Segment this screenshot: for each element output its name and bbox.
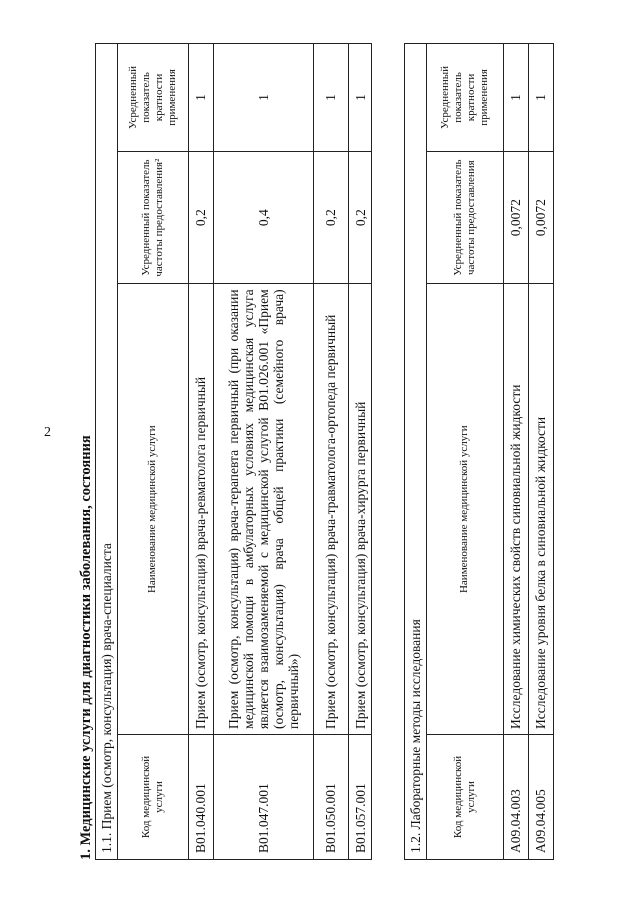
service-code: A09.04.005 (528, 734, 553, 859)
service-name: Прием (осмотр, консультация) врача-терапевта первичный (при оказании медицинской помощи в амбулаторных условиях медицинская услуга является взаимозаменяемой с медицинской услугой B01.026.001 «Прием (осмотр, консультация) врача общей практики (семейного врача) первичный») (213, 284, 313, 735)
service-name: Прием (осмотр, консультация) врача-травматолога-ортопеда первичный (313, 284, 348, 735)
header-frequency: Усредненный показатель частоты предоставления (427, 151, 503, 284)
frequency-value: 0,2 (348, 151, 372, 284)
frequency-value: 0,0072 (503, 151, 528, 284)
multiplicity-value: 1 (528, 44, 553, 151)
rotated-content (76, 43, 606, 860)
table-row (348, 44, 372, 859)
header-multiplicity: Усредненный показатель кратности применения (118, 44, 188, 151)
frequency-value: 0,2 (313, 151, 348, 284)
frequency-value: 0,4 (213, 151, 313, 284)
laboratory-table-box (404, 43, 554, 860)
service-code: A09.04.003 (503, 734, 528, 859)
header-frequency: Усредненный показатель частоты предоставления² (118, 151, 188, 284)
header-code: Код медицинской услуги (118, 734, 188, 859)
service-name: Исследование уровня белка в синовиальной жидкости (528, 284, 553, 735)
multiplicity-value: 1 (503, 44, 528, 151)
table-header-row (118, 44, 188, 859)
subsection-title-1-2: 1.2. Лабораторные методы исследования (405, 44, 427, 859)
service-name: Прием (осмотр, консультация) врача-хирурга первичный (348, 284, 372, 735)
service-name: Исследование химических свойств синовиальной жидкости (503, 284, 528, 735)
page-number: 2 (44, 425, 51, 440)
multiplicity-value: 1 (213, 44, 313, 151)
laboratory-table (427, 44, 553, 859)
service-code: B01.040.001 (188, 734, 213, 859)
specialist-table-box (95, 43, 372, 860)
service-code: B01.050.001 (313, 734, 348, 859)
frequency-value: 0,2 (188, 151, 213, 284)
service-code: B01.047.001 (213, 734, 313, 859)
table-row (313, 44, 348, 859)
header-name: Наименование медицинской услуги (118, 284, 188, 735)
section-heading: 1. Медицинские услуги для диагностики заболевания, состояния (78, 435, 94, 860)
header-code: Код медицинской услуги (427, 734, 503, 859)
header-name: Наименование медицинской услуги (427, 284, 503, 735)
subsection-title-1-1: 1.1. Прием (осмотр, консультация) врача-специалиста (96, 44, 118, 859)
table-row (528, 44, 553, 859)
header-multiplicity: Усредненный показатель кратности применения (427, 44, 503, 151)
multiplicity-value: 1 (348, 44, 372, 151)
table-row (188, 44, 213, 859)
specialist-table (118, 44, 372, 859)
multiplicity-value: 1 (188, 44, 213, 151)
service-code: B01.057.001 (348, 734, 372, 859)
multiplicity-value: 1 (313, 44, 348, 151)
service-name: Прием (осмотр, консультация) врача-ревматолога первичный (188, 284, 213, 735)
frequency-value: 0,0072 (528, 151, 553, 284)
table-row (503, 44, 528, 859)
table-header-row (427, 44, 503, 859)
table-row (213, 44, 313, 859)
